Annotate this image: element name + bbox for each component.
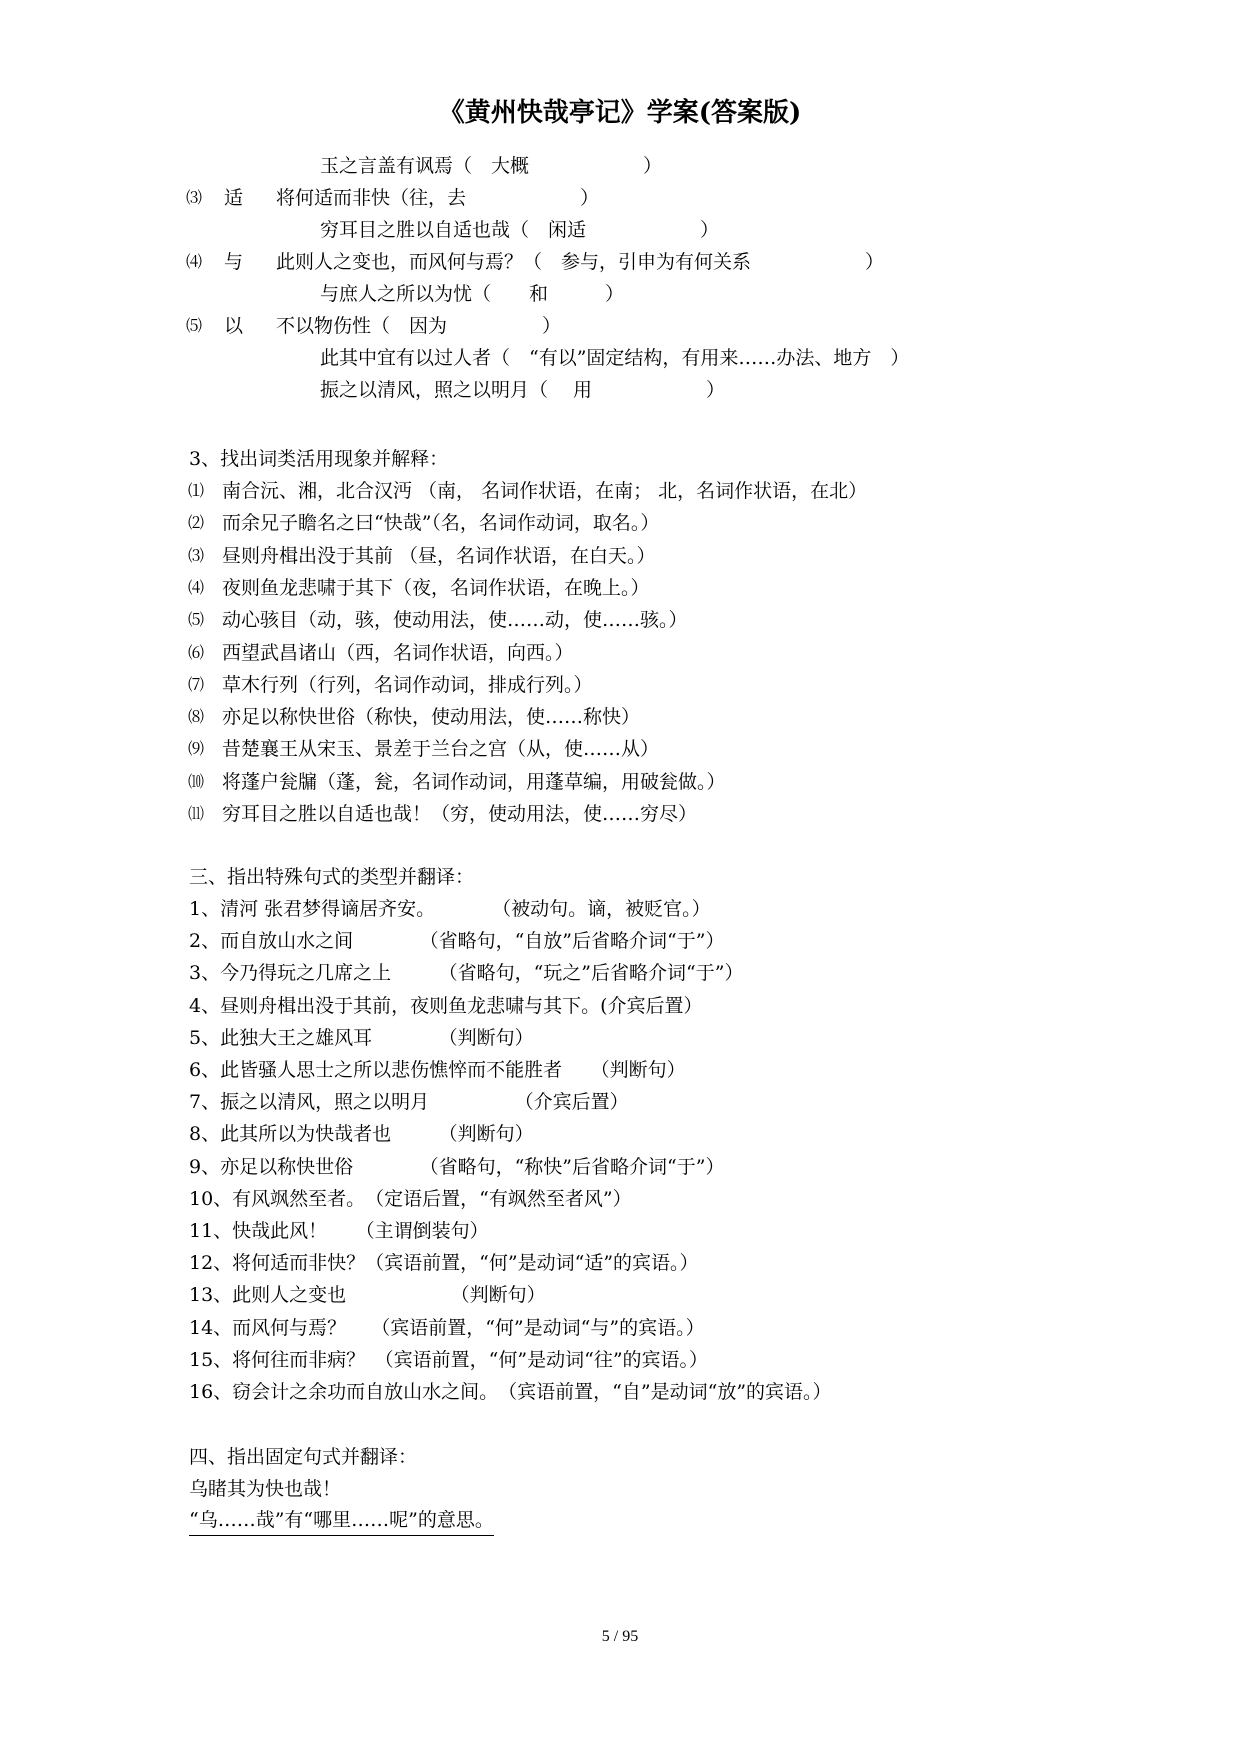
activation-item: 昼则舟楫出没于其前 （昼，名词作状语，在白天。） xyxy=(222,544,656,567)
item-number: ⑸ xyxy=(186,316,203,335)
page-number: 5 / 95 xyxy=(601,1628,639,1645)
item-number: ⑴ xyxy=(188,481,205,500)
activation-item: 而余兄子瞻名之曰“快哉”（名，名词作动词，取名。） xyxy=(222,512,660,535)
activation-item: 南合沅、湘，北合汉沔 （南， 名词作状语，在南； 北，名词作状语，在北） xyxy=(222,480,868,502)
item-number: ⑼ xyxy=(188,739,205,759)
item-number: ⑵ xyxy=(188,513,205,533)
item-number: ⑶ xyxy=(186,188,203,207)
sentence-item: 7、振之以清风，照之以明月 （介宾后置） xyxy=(189,1091,629,1114)
sentence-item: 5、此独大王之雄风耳 （判断句） xyxy=(189,1026,534,1049)
item-number: ⑻ xyxy=(188,707,205,727)
item-number: ⑹ xyxy=(188,642,205,662)
activation-item: 穷耳目之胜以自适也哉！（穷，使动用法，使……穷尽） xyxy=(222,803,698,825)
item-number: ⑶ xyxy=(188,545,205,565)
activation-item: 昔楚襄王从宋玉、景差于兰台之宫（从，使……从） xyxy=(222,738,660,761)
sentence-item: 15、将何往而非病？ （宾语前置，“何”是动词“往”的宾语。） xyxy=(189,1348,709,1371)
sentence-item: 4、昼则舟楫出没于其前，夜则鱼龙悲啸与其下。(介宾后置） xyxy=(189,994,703,1017)
activation-item: 夜则鱼龙悲啸于其下（夜，名词作状语，在晚上。） xyxy=(222,576,650,599)
definition-line: 振之以清风，照之以明月（ 用 ） xyxy=(320,379,726,401)
sentence-item: 14、而风何与焉？ （宾语前置，“何”是动词“与”的宾语。） xyxy=(189,1316,705,1339)
item-number: ⑸ xyxy=(188,610,205,630)
activation-item: 草木行列（行列，名词作动词，排成行列。） xyxy=(222,673,593,696)
item-number: ⑺ xyxy=(188,674,205,694)
section-heading: 四、指出固定句式并翻译： xyxy=(189,1446,418,1468)
definition-line: 穷耳目之胜以自适也哉（ 闲适 ） xyxy=(320,219,720,241)
definition-line: 与庶人之所以为忧（ 和 ） xyxy=(320,283,625,305)
sentence-item: 1、清河 张君梦得谪居齐安。 （被动句。谪，被贬官。） xyxy=(189,898,711,920)
definition-line: 此其中宜有以过人者（ “有以”固定结构，有用来……办法、地方 ） xyxy=(320,347,910,369)
fixed-pattern-sentence: 乌睹其为快也哉！ xyxy=(189,1478,342,1500)
sentence-item: 10、有风飒然至者。 （定语后置，“有飒然至者风”） xyxy=(189,1187,632,1210)
activation-item: 亦足以称快世俗（称快，使动用法，使……称快） xyxy=(222,706,641,729)
activation-item: 动心骇目（动，骇，使动用法，使……动，使……骇。） xyxy=(222,609,688,632)
section-heading: 三、指出特殊句式的类型并翻译： xyxy=(189,866,475,888)
key-word: 以 xyxy=(224,315,244,337)
sentence-item: 13、此则人之变也 （判断句） xyxy=(189,1284,546,1307)
definition-line: 此则人之变也，而风何与焉？（ 参与，引申为有何关系 ） xyxy=(276,251,885,273)
fixed-pattern-answer: “乌……哉”有“哪里……呢”的意思。 xyxy=(189,1509,494,1536)
sentence-item: 9、亦足以称快世俗 （省略句，“称快”后省略介词“于”） xyxy=(189,1155,725,1178)
key-word: 适 xyxy=(224,187,244,209)
page-title: 《黄州快哉亭记》学案(答案版) xyxy=(438,98,802,128)
definition-line: 不以物伤性（ 因为 ） xyxy=(276,315,562,337)
item-number: ⑽ xyxy=(188,771,205,791)
sentence-item: 16、窃会计之余功而自放山水之间。 （宾语前置，“自”是动词“放”的宾语。） xyxy=(189,1381,832,1403)
activation-item: 西望武昌诸山（西，名词作状语，向西。） xyxy=(222,641,574,664)
sentence-item: 6、此皆骚人思士之所以悲伤憔悴而不能胜者 （判断句） xyxy=(189,1059,686,1081)
item-number: ⑷ xyxy=(188,577,205,597)
definition-line: 将何适而非快（往，去 ） xyxy=(276,187,600,209)
activation-item: 将蓬户瓮牖（蓬，瓮，名词作动词，用蓬草编，用破瓮做。） xyxy=(222,770,726,793)
section-heading: 3、找出词类活用现象并解释： xyxy=(189,448,449,470)
item-number: ⑾ xyxy=(188,804,205,823)
sentence-item: 8、此其所以为快哉者也 （判断句） xyxy=(189,1123,534,1146)
sentence-item: 3、今乃得玩之几席之上 （省略句，“玩之”后省略介词“于”） xyxy=(189,962,744,985)
definition-line: 玉之言盖有讽焉（ 大概 ） xyxy=(320,155,663,177)
sentence-item: 12、将何适而非快？（宾语前置，“何”是动词“适”的宾语。） xyxy=(189,1252,699,1275)
sentence-item: 11、快哉此风！ （主谓倒装句） xyxy=(189,1220,489,1242)
key-word: 与 xyxy=(224,251,244,273)
item-number: ⑷ xyxy=(186,252,203,271)
sentence-item: 2、而自放山水之间 （省略句，“自放”后省略介词“于”） xyxy=(189,930,725,953)
